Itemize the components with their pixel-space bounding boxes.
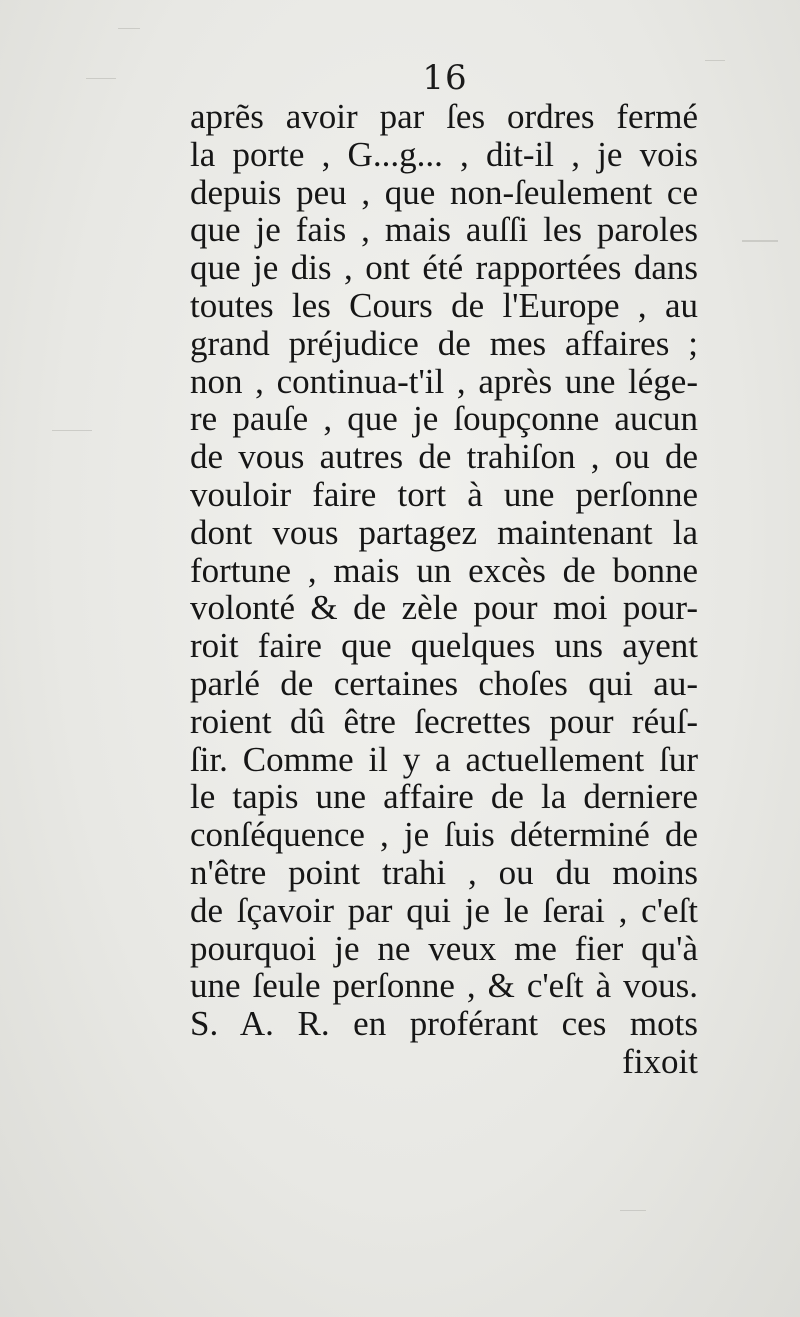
- text-line: le tapis une affaire de la derniere: [190, 777, 698, 817]
- paper-speck: [742, 240, 778, 242]
- text-line: roit faire que quelques uns ayent: [190, 626, 698, 666]
- text-line: n'être point trahi , ou du moins: [190, 852, 698, 892]
- text-line: dont vous partagez maintenant la: [190, 512, 698, 552]
- text-line: la porte , G...g... , dit-il , je vois: [190, 134, 698, 174]
- text-line: toutes les Cours de l'Europe , au: [190, 285, 698, 325]
- text-line: re pauſe , que je ſoupçonne aucun: [190, 399, 698, 439]
- body-text: [190, 98, 698, 1081]
- catchword: fixoit: [622, 1041, 698, 1081]
- paper-speck: [52, 430, 92, 431]
- text-line: que je dis , ont été rapportées dans: [190, 248, 698, 288]
- text-line: parlé de certaines choſes qui au-: [190, 663, 698, 703]
- text-line: conſéquence , je ſuis déterminé de: [190, 815, 698, 855]
- text-line: vouloir faire tort à une perſonne: [190, 474, 698, 514]
- text-line: grand préjudice de mes affaires ;: [190, 323, 698, 363]
- paper-speck: [118, 28, 140, 29]
- text-line: S. A. R. en proférant ces mots: [190, 1004, 698, 1044]
- text-line: une ſeule perſonne , & c'eſt à vous.: [190, 966, 698, 1006]
- text-line: aprẽs avoir par ſes ordres fermé: [190, 97, 698, 136]
- text-line: que je fais , mais auſſi les paroles: [190, 210, 698, 250]
- text-line: depuis peu , que non-ſeulement ce: [190, 172, 698, 212]
- page-number: 16: [422, 58, 468, 98]
- text-line: volonté & de zèle pour moi pour-: [190, 588, 698, 628]
- text-line: fortune , mais un excès de bonne: [190, 550, 698, 590]
- paper-speck: [620, 1210, 646, 1211]
- text-line: pourquoi je ne veux me fier qu'à: [190, 928, 698, 968]
- text-line: de ſçavoir par qui je le ſerai , c'eſt: [190, 890, 698, 930]
- text-line: de vous autres de trahiſon , ou de: [190, 437, 698, 477]
- text-line: ſir. Comme il y a actuellement ſur: [190, 739, 698, 779]
- text-line: roient dû être ſecrettes pour réuſ-: [190, 701, 698, 741]
- text-line: non , continua-t'il , après une lége-: [190, 361, 698, 401]
